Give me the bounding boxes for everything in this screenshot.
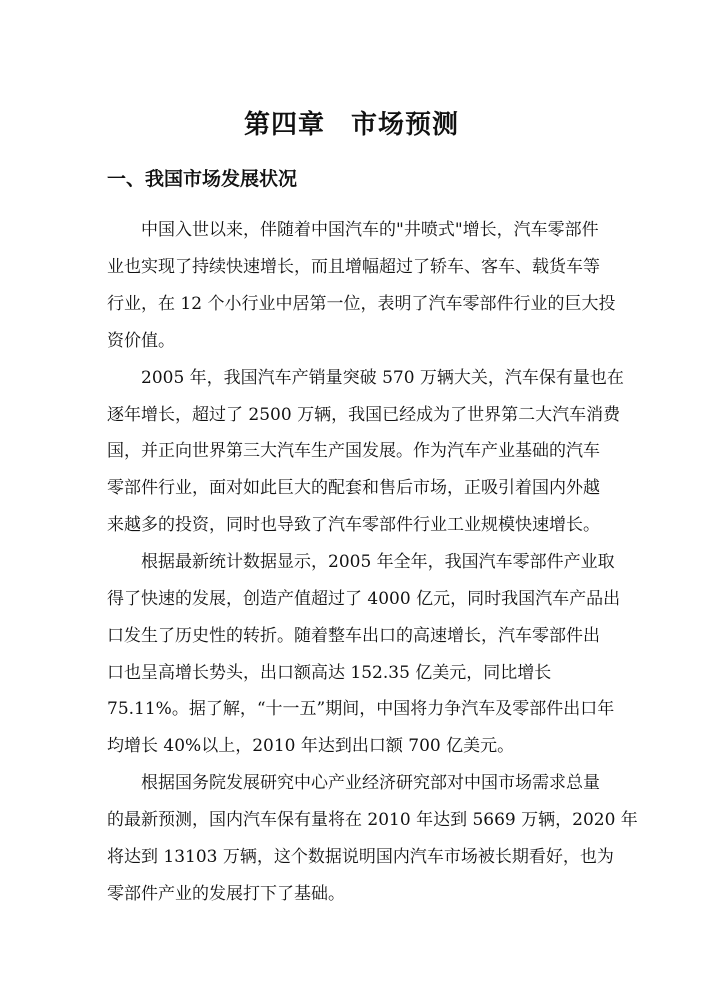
paragraph-1-line: 中国入世以来，伴随着中国汽车的"井喷式"增长，汽车零部件: [141, 220, 599, 240]
paragraph-1-line: 业也实现了持续快速增长，而且增幅超过了轿车、客车、载货车等: [107, 257, 600, 277]
paragraph-1-line: 资价值。: [107, 331, 175, 351]
paragraph-1-line: 行业，在 12 个小行业中居第一位，表明了汽车零部件行业的巨大投: [107, 294, 616, 314]
paragraph-3-line: 75.11%。据了解，“十一五”期间，中国将力争汽车及零部件出口年: [107, 699, 615, 719]
section-heading: 一、我国市场发展状况: [107, 168, 298, 190]
paragraph-3-line: 口也呈高增长势头，出口额高达 152.35 亿美元，同比增长: [107, 663, 552, 683]
paragraph-4-line: 的最新预测，国内汽车保有量将在 2010 年达到 5669 万辆，2020 年: [107, 810, 638, 830]
paragraph-4-line: 根据国务院发展研究中心产业经济研究部对中国市场需求总量: [141, 773, 600, 793]
paragraph-2-line: 零部件行业，面对如此巨大的配套和售后市场，正吸引着国内外越: [107, 478, 600, 498]
chapter-title: [0, 104, 703, 141]
paragraph-3-line: 口发生了历史性的转折。随着整车出口的高速增长，汽车零部件出: [107, 626, 600, 646]
paragraph-4-line: 零部件产业的发展打下了基础。: [107, 884, 345, 904]
paragraph-2-line: 来越多的投资，同时也导致了汽车零部件行业工业规模快速增长。: [107, 515, 600, 535]
chapter-number: 第四章: [243, 110, 325, 140]
paragraph-2-line: 2005 年，我国汽车产销量突破 570 万辆大关，汽车保有量也在: [141, 368, 624, 388]
paragraph-4-line: 将达到 13103 万辆，这个数据说明国内汽车市场被长期看好，也为: [107, 847, 614, 867]
paragraph-3-line: 均增长 40%以上，2010 年达到出口额 700 亿美元。: [107, 736, 515, 756]
chapter-name: 市场预测: [351, 110, 460, 140]
paragraph-3-line: 根据最新统计数据显示，2005 年全年，我国汽车零部件产业取: [141, 552, 615, 572]
paragraph-3-line: 得了快速的发展，创造产值超过了 4000 亿元，同时我国汽车产品出: [107, 589, 621, 609]
paragraph-2-line: 逐年增长，超过了 2500 万辆，我国已经成为了世界第二大汽车消费: [107, 405, 621, 425]
paragraph-2-line: 国，并正向世界第三大汽车生产国发展。作为汽车产业基础的汽车: [107, 441, 600, 461]
